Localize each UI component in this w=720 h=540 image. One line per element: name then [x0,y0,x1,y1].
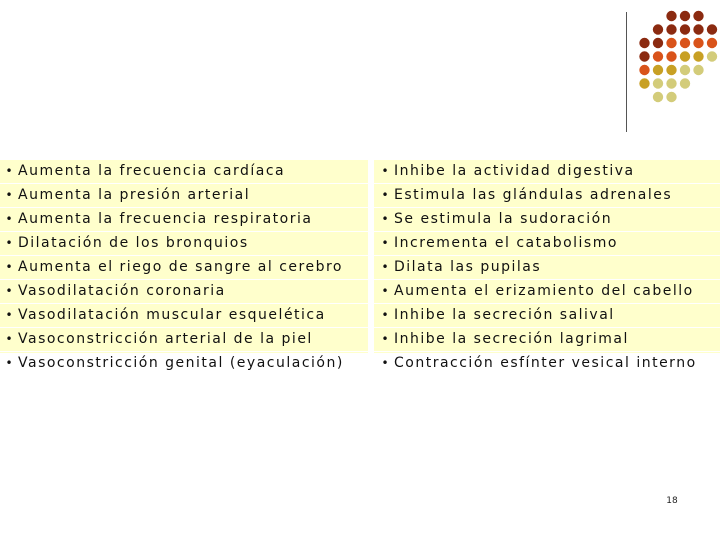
right-item: Incrementa el catabolismo [394,235,618,251]
table-row [0,352,368,376]
bullet-icon: • [381,332,389,346]
table-row [374,160,720,184]
decorative-dot [653,65,663,75]
bullet-icon: • [5,332,13,346]
decorative-dot [653,78,663,88]
left-item: Aumenta la frecuencia respiratoria [18,211,313,227]
left-item: Aumenta la frecuencia cardíaca [18,163,286,179]
bullet-icon: • [381,260,389,274]
bullet-icon: • [381,188,389,202]
page-number: 18 [666,496,678,506]
bullet-icon: • [5,356,13,370]
decorative-dot [639,38,649,48]
decorative-dot [693,24,703,34]
decorative-vertical-line [626,12,627,132]
table-row [374,184,720,208]
table-row [0,184,368,208]
table-row [0,256,368,280]
decorative-dot [666,51,676,61]
decorative-dot [666,24,676,34]
decorative-dot [707,38,717,48]
right-item: Estimula las glándulas adrenales [394,187,673,203]
left-item: Aumenta el riego de sangre al cerebro [18,259,343,275]
right-item: Inhibe la actividad digestiva [394,163,635,179]
table-row [0,280,368,304]
decorative-dot [639,51,649,61]
table-row [0,208,368,232]
decorative-dot [666,78,676,88]
decorative-dot [680,51,690,61]
decorative-dot [693,51,703,61]
right-item: Inhibe la secreción salival [394,307,615,323]
bullet-icon: • [5,212,13,226]
decorative-dot [693,38,703,48]
right-item: Contracción esfínter vesical interno [394,355,697,371]
table-row [374,280,720,304]
table-row [374,304,720,328]
table-row [0,328,368,352]
table-row [0,232,368,256]
decorative-dot [680,11,690,21]
table-row [0,304,368,328]
decorative-dot [680,78,690,88]
decorative-dot-grid [0,0,720,140]
bullet-icon: • [381,236,389,250]
decorative-dot [680,38,690,48]
decorative-dot [707,24,717,34]
bullet-icon: • [5,260,13,274]
decorative-dot [666,92,676,102]
decorative-dot [639,78,649,88]
decorative-dot [666,38,676,48]
table-row [374,328,720,352]
decorative-dot [653,38,663,48]
bullet-icon: • [5,164,13,178]
decorative-dot [666,65,676,75]
left-item: Vasodilatación coronaria [18,283,226,299]
left-column [0,160,368,371]
bullet-icon: • [381,164,389,178]
table-row [374,256,720,280]
decorative-dot [653,24,663,34]
bullet-icon: • [381,212,389,226]
right-item: Se estimula la sudoración [394,211,613,227]
decorative-dot [653,51,663,61]
left-item: Vasodilatación muscular esquelética [18,307,326,323]
decorative-dot [653,92,663,102]
decorative-dot [693,11,703,21]
right-item: Aumenta el erizamiento del cabello [394,283,694,299]
left-item: Vasoconstricción arterial de la piel [18,331,313,347]
bullet-icon: • [5,236,13,250]
decorative-dot [666,11,676,21]
bullet-icon: • [5,188,13,202]
bullet-icon: • [381,356,389,370]
right-column [374,160,720,371]
left-item: Vasoconstricción genital (eyaculación) [18,355,344,371]
effects-table [0,160,720,371]
left-item: Dilatación de los bronquios [18,235,249,251]
decorative-dot [680,65,690,75]
table-row [0,160,368,184]
table-row [374,352,720,376]
right-item: Inhibe la secreción lagrimal [394,331,629,347]
decorative-dot [639,65,649,75]
bullet-icon: • [5,284,13,298]
decorative-dot [680,24,690,34]
decorative-dot [707,51,717,61]
right-item: Dilata las pupilas [394,259,542,275]
bullet-icon: • [381,308,389,322]
bullet-icon: • [5,308,13,322]
decorative-dot [693,65,703,75]
table-row [374,232,720,256]
left-item: Aumenta la presión arterial [18,187,251,203]
bullet-icon: • [381,284,389,298]
table-row [374,208,720,232]
